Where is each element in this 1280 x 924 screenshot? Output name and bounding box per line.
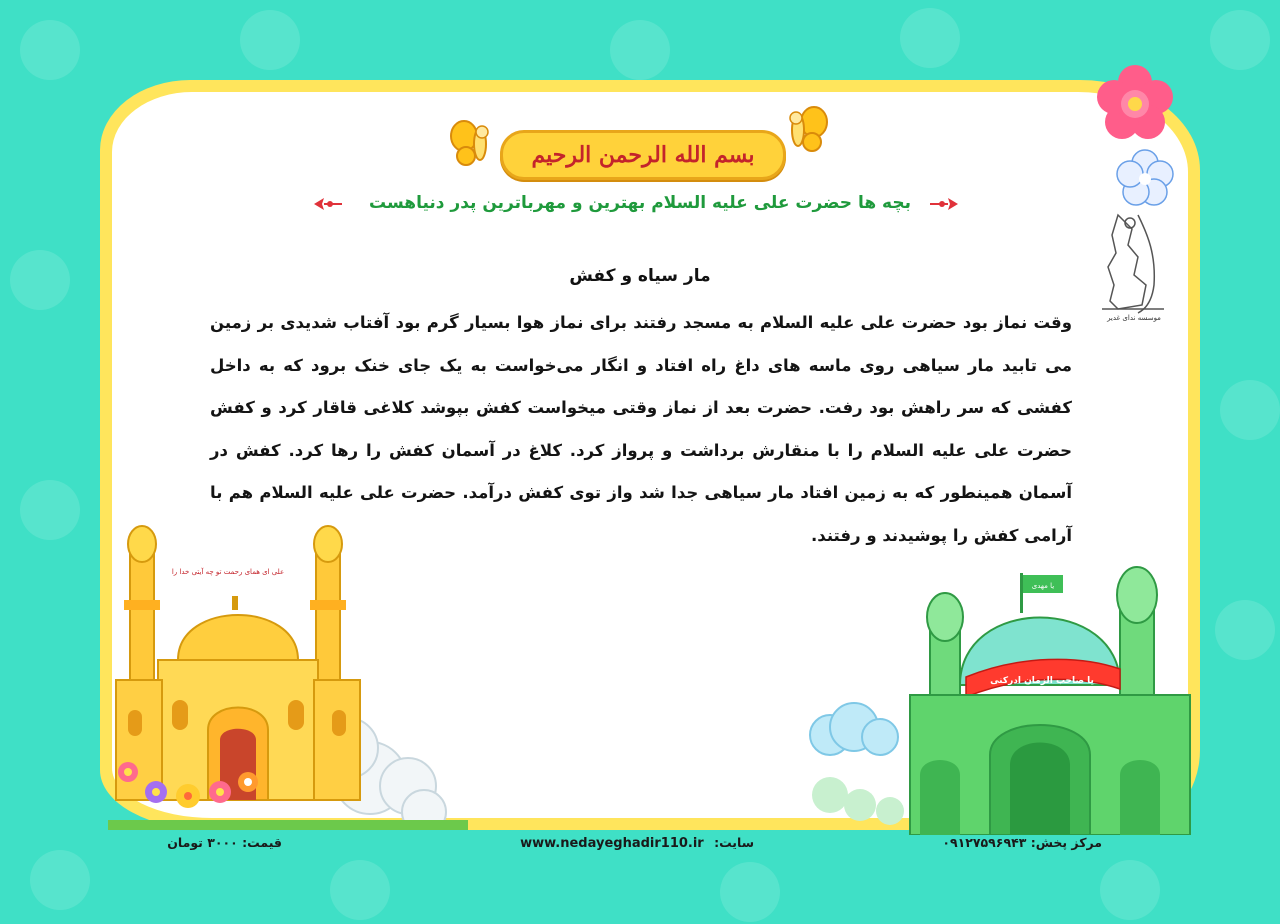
right-mosque-flag-text: یا مهدی	[1031, 582, 1055, 590]
butterfly-icon	[780, 104, 830, 154]
publisher-logo-caption: موسسه ندای غدیر	[1107, 314, 1161, 322]
distribution-phone: ۰۹۱۲۷۵۹۶۹۴۳	[942, 835, 1027, 850]
footer-price	[167, 835, 282, 850]
site-url[interactable]: www.nedayeghadir110.ir	[520, 836, 704, 851]
story-title: مار سیاه و کفش	[569, 266, 711, 286]
footer-distribution	[942, 835, 1102, 850]
flowers-decoration	[1080, 64, 1200, 214]
butterfly-icon	[448, 118, 498, 168]
left-mosque-banner-text: علی ای همای رحمت تو چه آیتی خدا را	[171, 568, 285, 576]
publisher-logo	[1098, 205, 1170, 327]
distribution-label: مرکز پخش:	[1030, 835, 1102, 850]
subtitle: بچه ها حضرت علی علیه السلام بهترین و مهرباترین پدر دنیاهست	[369, 193, 911, 213]
right-mosque-banner-text: یا صاحب الزمان ادرکنی	[990, 676, 1094, 686]
story-body: وقت نماز بود حضرت علی علیه السلام به مسجد رفتند برای نماز هوا بسیار گرم بود آفتاب شدیدی بر زمین می تابید مار سیاهی روی ماسه های داغ راه افتاد و انگار می‌خواست به یک جای خنک برود که به داخل کفشی که سر راهش بود رفت. حضرت بعد از نماز وقتی میخواست کفش بپوشد کلاغی قاقار کرد و کفش حضرت علی علیه السلام را با منقارش برداشت و پرواز کرد. کلاغ در آسمان کفش را رها کرد. کفش در آسمان همینطور که به زمین افتاد مار سیاهی جدا شد واز توی کفش درآمد. حضرت علی علیه السلام هم با آرامی کفش را پوشیدند و رفتند.	[210, 313, 1072, 545]
basmala-banner: بسم الله الرحمن الرحیم	[500, 130, 786, 180]
site-label: سایت:	[714, 835, 754, 850]
price-label: قیمت:	[242, 835, 282, 850]
left-mosque-illustration	[108, 520, 468, 830]
price-value: ۳۰۰۰ تومان	[167, 835, 238, 850]
right-mosque-illustration	[790, 555, 1200, 835]
ornament-right-icon	[928, 196, 960, 212]
footer-site	[520, 835, 754, 851]
